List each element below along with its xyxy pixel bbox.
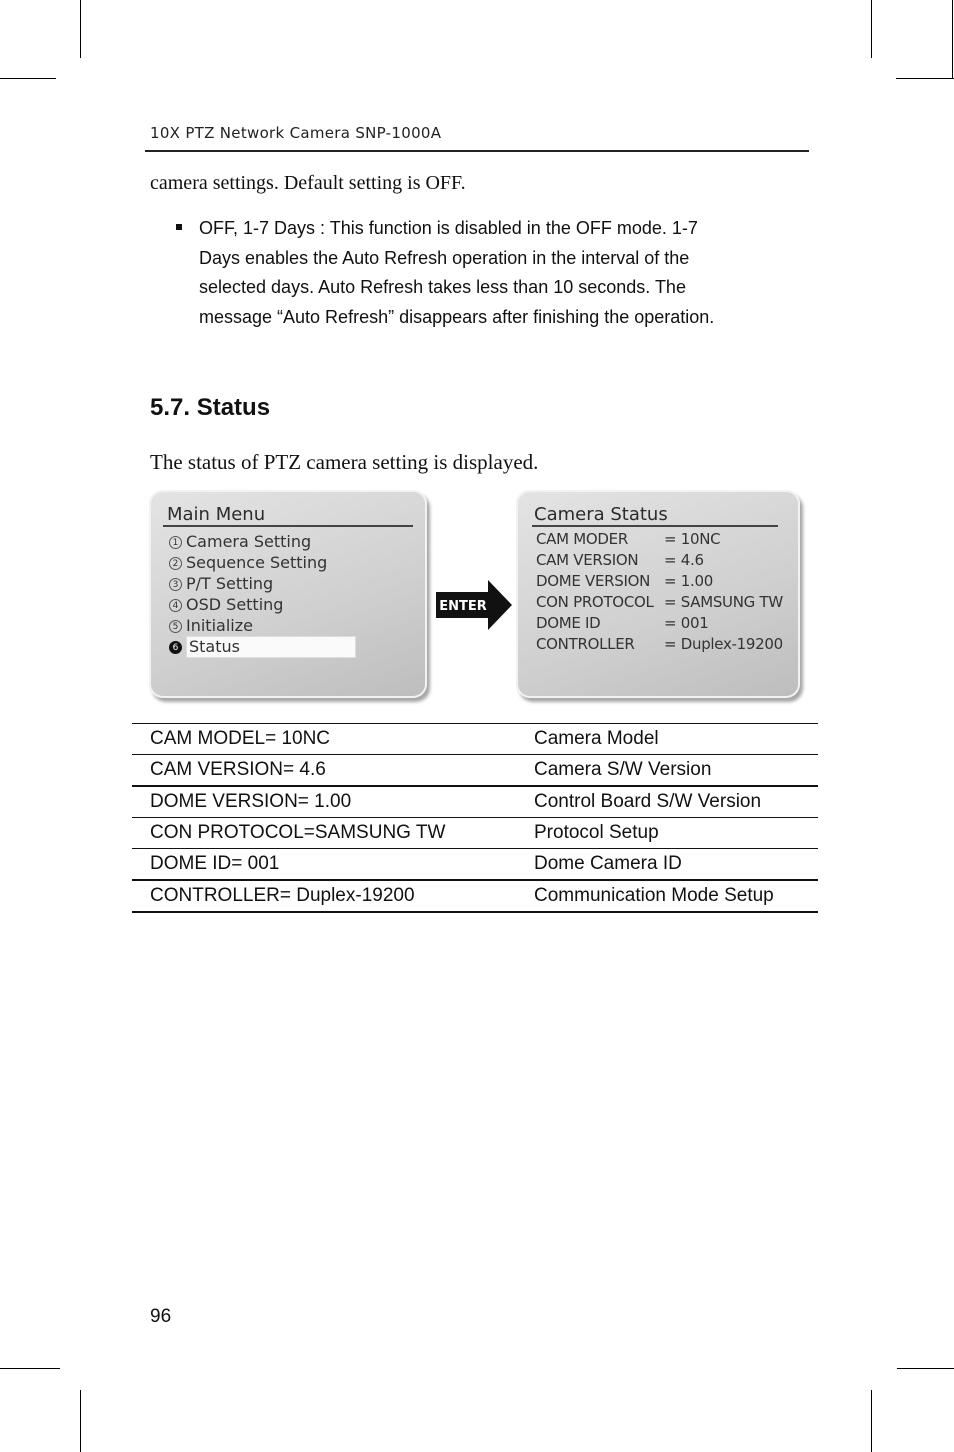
circled-number-icon: 6 [169,641,182,654]
table-cell-description: Camera S/W Version [520,755,818,787]
bullet-line: OFF, 1-7 Days : This function is disabled in the OFF mode. 1-7 [199,218,698,238]
crop-mark [0,78,56,79]
table-row [132,880,818,912]
osd-menu-item-camera-setting [169,532,311,552]
intro-paragraph: camera settings. Default setting is OFF. [150,172,466,194]
osd-camera-status-panel [516,490,800,698]
header-rule [145,150,809,152]
circled-number-icon: 1 [169,536,182,549]
table-row [132,818,818,849]
osd-status-value: = 4.6 [664,551,704,569]
table-cell-setting: CAM MODEL= 10NC [132,724,520,755]
osd-status-key: DOME VERSION [536,572,651,590]
osd-status-row [536,634,783,654]
osd-menu-item-label: Sequence Setting [186,553,328,572]
crop-mark [80,1390,81,1452]
table-cell-setting: DOME ID= 001 [132,849,520,881]
osd-menu-item-label: P/T Setting [186,574,274,593]
osd-status-key: CAM MODER [536,530,628,548]
table-row [132,724,818,755]
table-cell-setting: CON PROTOCOL=SAMSUNG TW [132,818,520,849]
page-number: 96 [150,1306,172,1327]
osd-menu-item-label: OSD Setting [186,595,284,614]
table-cell-setting: DOME VERSION= 1.00 [132,786,520,818]
crop-mark [871,1390,872,1452]
crop-mark [871,0,872,58]
osd-status-row [536,529,720,549]
osd-menu-item-label: Status [186,636,356,658]
table-cell-description: Communication Mode Setup [520,880,818,912]
bullet-paragraph [199,214,799,332]
osd-title-rule [163,525,413,527]
crop-mark [897,1368,954,1369]
table-cell-description: Control Board S/W Version [520,786,818,818]
table-row [132,849,818,881]
osd-status-row [536,592,783,612]
circled-number-icon: 4 [169,599,182,612]
osd-menu-item-label: Initialize [186,616,253,635]
crop-mark [896,78,954,79]
osd-main-menu-title: Main Menu [167,504,266,525]
bullet-square-icon [176,224,182,230]
osd-camera-status-title: Camera Status [534,504,668,525]
crop-mark [0,1368,60,1369]
circled-number-icon: 3 [169,578,182,591]
osd-status-row [536,571,713,591]
crop-mark [80,0,81,58]
osd-status-key: CAM VERSION [536,551,639,569]
osd-menu-item-pt-setting [169,574,273,594]
osd-status-value: = Duplex-19200 [664,635,783,653]
section-description: The status of PTZ camera setting is displayed. [150,450,539,474]
table-row [132,755,818,787]
osd-main-menu-panel [149,490,427,698]
circled-number-icon: 5 [169,620,182,633]
table-cell-setting: CAM VERSION= 4.6 [132,755,520,787]
osd-status-key: DOME ID [536,614,601,632]
table-row [132,786,818,818]
table-cell-description: Protocol Setup [520,818,818,849]
osd-menu-item-initialize [169,616,253,636]
osd-status-key: CON PROTOCOL [536,593,654,611]
osd-title-rule [532,525,778,527]
enter-arrow-icon [436,580,514,630]
bullet-line: selected days. Auto Refresh takes less than 10 seconds. The [199,277,686,297]
osd-menu-item-sequence-setting [169,553,327,573]
osd-status-row [536,550,704,570]
running-header: 10X PTZ Network Camera SNP-1000A [150,124,442,142]
osd-status-key: CONTROLLER [536,635,635,653]
enter-label: ENTER [439,599,487,614]
table-cell-description: Dome Camera ID [520,849,818,881]
table-cell-setting: CONTROLLER= Duplex-19200 [132,880,520,912]
osd-status-value: = 10NC [664,530,721,548]
osd-status-value: = 001 [664,614,709,632]
crop-mark [952,0,953,79]
table-cell-description: Camera Model [520,724,818,755]
osd-status-value: = SAMSUNG TW [664,593,783,611]
osd-status-value: = 1.00 [664,572,713,590]
osd-menu-item-osd-setting [169,595,283,615]
circled-number-icon: 2 [169,557,182,570]
osd-menu-item-label: Camera Setting [186,532,312,551]
status-table [132,723,818,913]
osd-menu-item-status [169,637,356,657]
section-title: 5.7. Status [150,394,271,421]
bullet-line: message “Auto Refresh” disappears after finishing the operation. [199,306,715,327]
bullet-line: Days enables the Auto Refresh operation in the interval of the [199,247,690,268]
osd-status-row [536,613,708,633]
